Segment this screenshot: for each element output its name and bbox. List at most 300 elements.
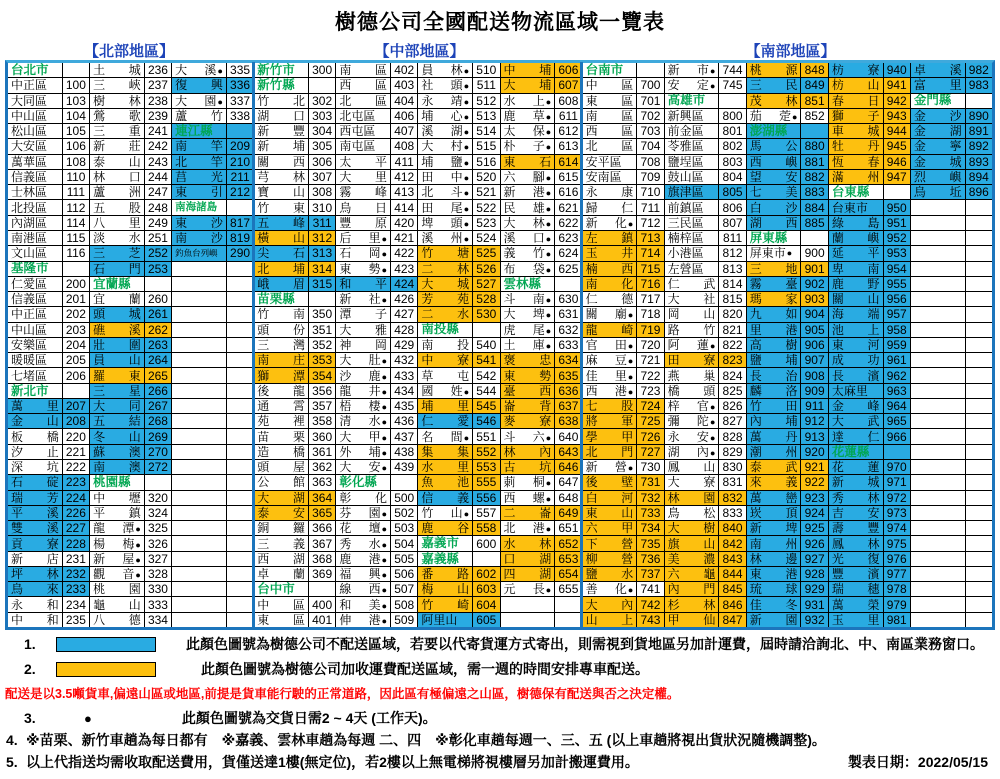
district-code-cell: 945 — [884, 139, 910, 153]
district-code-cell — [145, 277, 171, 291]
district-name-cell: 壯 圍 — [90, 338, 144, 352]
district-code-cell: 524 — [473, 231, 499, 245]
district-name-cell: 太麻里 — [829, 384, 883, 398]
district-code-cell: 648 — [555, 491, 581, 505]
district-code-cell: 336 — [227, 78, 253, 92]
district-code-cell: 351 — [309, 323, 335, 337]
district-name-cell: 造 橋 — [254, 445, 308, 459]
district-name-cell: 沙 鹿● — [336, 368, 390, 382]
district-code-cell: 880 — [801, 139, 827, 153]
district-name-cell: 信義區 — [8, 292, 62, 306]
district-name-cell: 深 坑 — [8, 460, 62, 474]
district-name-cell: 銅 鑼 — [254, 521, 308, 535]
district-name-cell: 板 橋 — [8, 429, 62, 443]
district-code-cell: 894 — [966, 170, 992, 184]
district-name-cell: 麻 豆● — [583, 353, 637, 367]
district-code-cell: 742 — [637, 597, 663, 611]
district-code-cell: 262 — [145, 323, 171, 337]
district-code-cell: 883 — [801, 185, 827, 199]
district-code-cell: 805 — [719, 185, 745, 199]
district-name-cell: 獅 潭 — [254, 368, 308, 382]
district-name-cell: 內 埔 — [747, 414, 801, 428]
district-code-cell: 820 — [719, 307, 745, 321]
district-code-cell: 848 — [801, 63, 827, 77]
district-name-cell: 玉 里 — [829, 613, 883, 627]
district-name-cell: 石 碇 — [8, 475, 62, 489]
district-name-cell: 鹿 谷 — [418, 521, 472, 535]
district-code-cell: 944 — [884, 124, 910, 138]
district-name-cell: 南 化 — [583, 277, 637, 291]
district-name-cell: 宜 蘭 — [90, 292, 144, 306]
district-name-cell: 萬 丹 — [747, 429, 801, 443]
district-code-cell: 815 — [719, 292, 745, 306]
district-code-cell: 634 — [555, 353, 581, 367]
district-code-cell: 270 — [145, 445, 171, 459]
district-code-cell: 613 — [555, 139, 581, 153]
district-name-cell: 湖 口 — [254, 109, 308, 123]
empty-code-cell — [966, 307, 992, 321]
county-header-cell: 新竹縣 — [254, 78, 308, 92]
district-code-cell: 502 — [391, 506, 417, 520]
district-code-cell: 438 — [391, 445, 417, 459]
empty-name-cell — [911, 506, 965, 520]
district-name-cell: 文山區 — [8, 246, 62, 260]
district-code-cell: 542 — [473, 368, 499, 382]
empty-code-cell — [966, 353, 992, 367]
empty-name-cell — [172, 460, 226, 474]
district-name-cell: 和 平 — [336, 277, 390, 291]
district-code-cell: 983 — [966, 78, 992, 92]
district-name-cell: 鳳 林 — [829, 536, 883, 550]
empty-name-cell — [911, 200, 965, 214]
district-name-cell: 口 湖 — [501, 552, 555, 566]
note-3 — [0, 708, 437, 728]
district-name-cell: 南 竿 — [172, 139, 226, 153]
district-name-cell: 金 城 — [911, 155, 965, 169]
district-code-cell: 720 — [637, 338, 663, 352]
empty-code-cell — [966, 200, 992, 214]
district-code-cell: 744 — [719, 63, 745, 77]
empty-code-cell — [966, 506, 992, 520]
district-name-cell: 烏 來 — [8, 582, 62, 596]
district-name-cell: 楊 梅● — [90, 536, 144, 550]
empty-name-cell — [172, 536, 226, 550]
district-code-cell: 235 — [63, 613, 89, 627]
district-code-cell: 909 — [801, 384, 827, 398]
empty-name-cell — [911, 262, 965, 276]
county-header-cell: 屏東縣 — [747, 231, 801, 245]
district-code-cell: 330 — [145, 582, 171, 596]
district-code-cell: 966 — [884, 429, 910, 443]
district-code-cell: 243 — [145, 155, 171, 169]
district-code-cell: 528 — [473, 292, 499, 306]
district-code-cell: 928 — [801, 567, 827, 581]
district-name-cell: 大 村● — [418, 139, 472, 153]
district-code-cell: 530 — [473, 307, 499, 321]
empty-name-cell — [911, 338, 965, 352]
district-code-cell: 842 — [719, 536, 745, 550]
district-code-cell: 743 — [637, 613, 663, 627]
district-code-cell — [309, 292, 335, 306]
district-code-cell: 436 — [391, 414, 417, 428]
district-name-cell: 壽 豐 — [829, 521, 883, 535]
district-name-cell: 鹽 埔 — [747, 353, 801, 367]
district-name-cell: 獅 子 — [829, 109, 883, 123]
district-code-cell: 362 — [309, 460, 335, 474]
district-code-cell: 306 — [309, 155, 335, 169]
district-code-cell: 305 — [309, 139, 335, 153]
district-code-cell: 210 — [227, 155, 253, 169]
district-name-cell: 前金區 — [665, 124, 719, 138]
empty-name-cell — [172, 552, 226, 566]
district-code-cell: 313 — [309, 246, 335, 260]
empty-code-cell — [227, 521, 253, 535]
empty-code-cell — [227, 338, 253, 352]
district-name-cell: 新 園 — [747, 613, 801, 627]
district-name-cell: 南 庄 — [254, 353, 308, 367]
district-name-cell: 鶯 歌 — [90, 109, 144, 123]
district-name-cell: 枋 山 — [829, 78, 883, 92]
empty-code-cell — [966, 613, 992, 627]
district-name-cell: 蘆 竹 — [172, 109, 226, 123]
district-code-cell: 734 — [637, 521, 663, 535]
district-name-cell: 南 沙 — [172, 231, 226, 245]
empty-name-cell — [911, 216, 965, 230]
district-code-cell — [884, 445, 910, 459]
district-name-cell: 雙 溪 — [8, 521, 62, 535]
district-code-cell: 943 — [884, 109, 910, 123]
district-name-cell: 釣魚台列嶼 — [172, 246, 226, 260]
district-name-cell: 七 股 — [583, 399, 637, 413]
district-code-cell: 847 — [719, 613, 745, 627]
empty-name-cell — [172, 429, 226, 443]
district-name-cell: 礁 溪 — [90, 323, 144, 337]
district-name-cell: 岡 山 — [665, 307, 719, 321]
district-name-cell: 寶 山 — [254, 185, 308, 199]
district-name-cell: 瑪 家 — [747, 292, 801, 306]
district-code-cell: 604 — [473, 597, 499, 611]
district-name-cell: 鼓山區 — [665, 170, 719, 184]
district-code-cell: 955 — [884, 277, 910, 291]
district-name-cell: 苑 裡 — [254, 414, 308, 428]
district-code-cell: 557 — [473, 506, 499, 520]
empty-name-cell — [172, 414, 226, 428]
district-code-cell: 600 — [473, 536, 499, 550]
district-name-cell: 高 樹 — [747, 338, 801, 352]
section-divider-north-central — [252, 62, 255, 628]
district-code-cell: 970 — [884, 460, 910, 474]
district-code-cell: 328 — [145, 567, 171, 581]
district-code-cell: 947 — [884, 170, 910, 184]
district-code-cell: 972 — [884, 491, 910, 505]
section-label-south: 【南部地區】 — [745, 43, 836, 60]
district-name-cell: 西 湖 — [254, 552, 308, 566]
district-name-cell: 湖 西 — [747, 216, 801, 230]
district-code-cell: 526 — [473, 262, 499, 276]
district-code-cell: 238 — [145, 94, 171, 108]
district-name-cell: 大 社 — [665, 292, 719, 306]
district-name-cell: 三 地 — [747, 262, 801, 276]
district-name-cell: 安平區 — [583, 155, 637, 169]
district-name-cell: 中 壢 — [90, 491, 144, 505]
district-name-cell: 清 水● — [336, 414, 390, 428]
empty-name-cell — [172, 384, 226, 398]
district-name-cell: 東 勢● — [336, 262, 390, 276]
district-code-cell: 553 — [473, 460, 499, 474]
district-name-cell: 金 寧 — [911, 139, 965, 153]
district-name-cell: 泰 安 — [254, 506, 308, 520]
district-code-cell: 364 — [309, 491, 335, 505]
district-code-cell: 637 — [555, 399, 581, 413]
empty-code-cell — [966, 277, 992, 291]
district-code-cell: 723 — [637, 384, 663, 398]
district-name-cell: 北屯區 — [336, 109, 390, 123]
district-code-cell: 200 — [63, 277, 89, 291]
district-code-cell: 251 — [145, 231, 171, 245]
district-name-cell: 六 甲 — [583, 521, 637, 535]
district-code-cell: 902 — [801, 277, 827, 291]
empty-name-cell — [911, 567, 965, 581]
district-name-cell: 柳 營 — [583, 552, 637, 566]
district-code-cell: 511 — [473, 78, 499, 92]
county-header-cell: 嘉義縣 — [418, 552, 472, 566]
district-code-cell — [63, 384, 89, 398]
district-code-cell — [63, 262, 89, 276]
district-code-cell: 429 — [391, 338, 417, 352]
district-code-cell: 819 — [227, 231, 253, 245]
empty-name-cell — [172, 445, 226, 459]
district-name-cell: 員 山 — [90, 353, 144, 367]
empty-name-cell — [911, 399, 965, 413]
district-name-cell: 石 門 — [90, 262, 144, 276]
district-name-cell: 內湖區 — [8, 216, 62, 230]
district-name-cell: 冬 山 — [90, 429, 144, 443]
district-name-cell: 蘇 澳 — [90, 445, 144, 459]
district-name-cell: 南 區 — [583, 109, 637, 123]
district-code-cell: 736 — [637, 552, 663, 566]
district-name-cell: 仁 德 — [583, 292, 637, 306]
district-code-cell: 358 — [309, 414, 335, 428]
empty-code-cell — [966, 429, 992, 443]
district-name-cell: 大 溪● — [172, 63, 226, 77]
district-name-cell: 屏東市 ● — [747, 246, 801, 260]
district-code-cell: 882 — [801, 170, 827, 184]
empty-name-cell — [172, 307, 226, 321]
district-name-cell: 二 崙 — [501, 506, 555, 520]
district-code-cell: 942 — [884, 94, 910, 108]
empty-name-cell — [911, 536, 965, 550]
district-code-cell: 115 — [63, 231, 89, 245]
district-name-cell: 花 蓮 — [829, 460, 883, 474]
district-name-cell: 二 水 — [418, 307, 472, 321]
district-code-cell: 959 — [884, 338, 910, 352]
district-name-cell: 集 集 — [418, 445, 472, 459]
empty-code-cell — [227, 536, 253, 550]
district-code-cell: 941 — [884, 78, 910, 92]
district-code-cell: 710 — [637, 185, 663, 199]
district-name-cell: 東 河 — [829, 338, 883, 352]
district-name-cell: 瑞 芳 — [8, 491, 62, 505]
county-header-cell: 連江縣 — [172, 124, 226, 138]
district-code-cell: 204 — [63, 338, 89, 352]
district-name-cell: 七堵區 — [8, 368, 62, 382]
district-name-cell: 仁 武 — [665, 277, 719, 291]
district-code-cell: 654 — [555, 567, 581, 581]
district-code-cell: 315 — [309, 277, 335, 291]
district-code-cell: 504 — [391, 536, 417, 550]
note-1-text: 此顏色圖號為樹德公司不配送區域，若要以代寄貨運方式寄出，則需視到貨地區另加計運費，屆時請洽詢北、中、南區業務窗口。 — [186, 636, 984, 652]
district-name-cell: 安南區 — [583, 170, 637, 184]
no-delivery-swatch-icon — [56, 637, 156, 652]
district-name-cell: 鹽埕區 — [665, 155, 719, 169]
district-name-cell: 霧 臺 — [747, 277, 801, 291]
district-code-cell: 602 — [473, 567, 499, 581]
district-name-cell: 觀 音● — [90, 567, 144, 581]
district-name-cell: 大安區 — [8, 139, 62, 153]
district-code-cell: 922 — [801, 475, 827, 489]
district-code-cell: 264 — [145, 353, 171, 367]
district-code-cell: 363 — [309, 475, 335, 489]
district-name-cell: 金 山 — [8, 414, 62, 428]
district-code-cell: 901 — [801, 262, 827, 276]
district-name-cell: 大 林● — [501, 216, 555, 230]
district-name-cell: 番 路 — [418, 567, 472, 581]
district-code-cell: 261 — [145, 307, 171, 321]
district-name-cell: 大 雅 — [336, 323, 390, 337]
district-name-cell: 竹 塘 — [418, 246, 472, 260]
district-code-cell: 407 — [391, 124, 417, 138]
district-code-cell: 921 — [801, 460, 827, 474]
district-name-cell: 萬 巒 — [747, 491, 801, 505]
district-name-cell: 大 甲● — [336, 429, 390, 443]
district-name-cell: 埤 頭● — [418, 216, 472, 230]
empty-code-cell — [227, 399, 253, 413]
district-code-cell: 924 — [801, 506, 827, 520]
district-name-cell: 中正區 — [8, 78, 62, 92]
district-code-cell: 325 — [145, 521, 171, 535]
district-name-cell: 後 龍 — [254, 384, 308, 398]
district-code-cell: 745 — [719, 78, 745, 92]
empty-code-cell — [227, 597, 253, 611]
district-code-cell: 713 — [637, 231, 663, 245]
district-code-cell: 647 — [555, 475, 581, 489]
district-code-cell: 953 — [884, 246, 910, 260]
district-code-cell: 310 — [309, 200, 335, 214]
note-2-number: 2. — [24, 661, 36, 677]
district-code-cell: 500 — [391, 491, 417, 505]
district-name-cell: 卑 南 — [829, 262, 883, 276]
district-name-cell: 豐 濱 — [829, 567, 883, 581]
district-code-cell: 361 — [309, 445, 335, 459]
district-code-cell: 266 — [145, 384, 171, 398]
district-name-cell: 東 港 — [747, 567, 801, 581]
district-name-cell: 平 鎮 — [90, 506, 144, 520]
district-code-cell: 100 — [63, 78, 89, 92]
district-name-cell: 公 館 — [254, 475, 308, 489]
district-name-cell: 溪 湖● — [418, 124, 472, 138]
district-code-cell: 507 — [391, 582, 417, 596]
district-name-cell: 西 區 — [583, 124, 637, 138]
note-4-number: 4. — [6, 732, 18, 748]
empty-code-cell — [227, 429, 253, 443]
district-code-cell: 516 — [473, 155, 499, 169]
district-name-cell: 竹 南 — [254, 307, 308, 321]
district-code-cell: 881 — [801, 155, 827, 169]
district-code-cell: 520 — [473, 170, 499, 184]
district-name-cell: 崙 背 — [501, 399, 555, 413]
district-code-cell: 555 — [473, 475, 499, 489]
district-code-cell: 523 — [473, 216, 499, 230]
district-name-cell: 九 如 — [747, 307, 801, 321]
district-code-cell: 822 — [719, 338, 745, 352]
warning-text: 配送是以3.5噸貨車,偏遠山區或地區,前提是貨車能行駛的正常道路，因此區有極偏遠之山區，樹德保有配送與否之決定權。 — [5, 687, 680, 701]
district-code-cell — [884, 185, 910, 199]
district-code-cell — [309, 78, 335, 92]
district-code-cell: 365 — [309, 506, 335, 520]
district-name-cell: 五 股 — [90, 200, 144, 214]
district-code-cell: 958 — [884, 323, 910, 337]
district-name-cell: 關 山 — [829, 292, 883, 306]
district-name-cell: 楠梓區 — [665, 231, 719, 245]
district-name-cell: 仁 愛 — [418, 414, 472, 428]
district-code-cell: 525 — [473, 246, 499, 260]
district-code-cell: 353 — [309, 353, 335, 367]
district-code-cell: 631 — [555, 307, 581, 321]
district-code-cell: 900 — [801, 246, 827, 260]
district-name-cell: 大 樹 — [665, 521, 719, 535]
empty-code-cell — [227, 491, 253, 505]
empty-code-cell — [966, 460, 992, 474]
district-name-cell: 大同區 — [8, 94, 62, 108]
district-name-cell: 太 平 — [336, 155, 390, 169]
empty-code-cell — [966, 475, 992, 489]
empty-name-cell — [911, 231, 965, 245]
district-name-cell: 泰 山 — [90, 155, 144, 169]
district-code-cell: 719 — [637, 323, 663, 337]
empty-code-cell — [227, 277, 253, 291]
district-name-cell: 秀 水● — [336, 536, 390, 550]
district-name-cell: 牡 丹 — [829, 139, 883, 153]
district-code-cell: 940 — [884, 63, 910, 77]
district-code-cell: 439 — [391, 460, 417, 474]
district-name-cell: 新興區 — [665, 109, 719, 123]
district-name-cell: 太 保● — [501, 124, 555, 138]
district-code-cell: 716 — [637, 277, 663, 291]
district-code-cell: 506 — [391, 567, 417, 581]
district-code-cell — [227, 124, 253, 138]
county-header-cell: 南海諸島 — [172, 200, 226, 214]
district-code-cell: 851 — [801, 94, 827, 108]
district-code-cell: 326 — [145, 536, 171, 550]
district-name-cell: 鹿 野 — [829, 277, 883, 291]
district-code-cell: 733 — [637, 506, 663, 520]
district-code-cell: 228 — [63, 536, 89, 550]
district-name-cell: 中 區 — [583, 78, 637, 92]
district-code-cell: 369 — [309, 567, 335, 581]
district-name-cell: 旗 山 — [665, 536, 719, 550]
district-code-cell: 725 — [637, 414, 663, 428]
district-code-cell: 892 — [966, 139, 992, 153]
district-code-cell: 220 — [63, 429, 89, 443]
empty-name-cell — [172, 399, 226, 413]
district-name-cell: 中正區 — [8, 307, 62, 321]
district-code-cell: 621 — [555, 200, 581, 214]
district-name-cell: 水 里 — [418, 460, 472, 474]
district-code-cell: 730 — [637, 460, 663, 474]
district-code-cell: 558 — [473, 521, 499, 535]
district-code-cell: 212 — [227, 185, 253, 199]
empty-code-cell — [555, 597, 581, 611]
